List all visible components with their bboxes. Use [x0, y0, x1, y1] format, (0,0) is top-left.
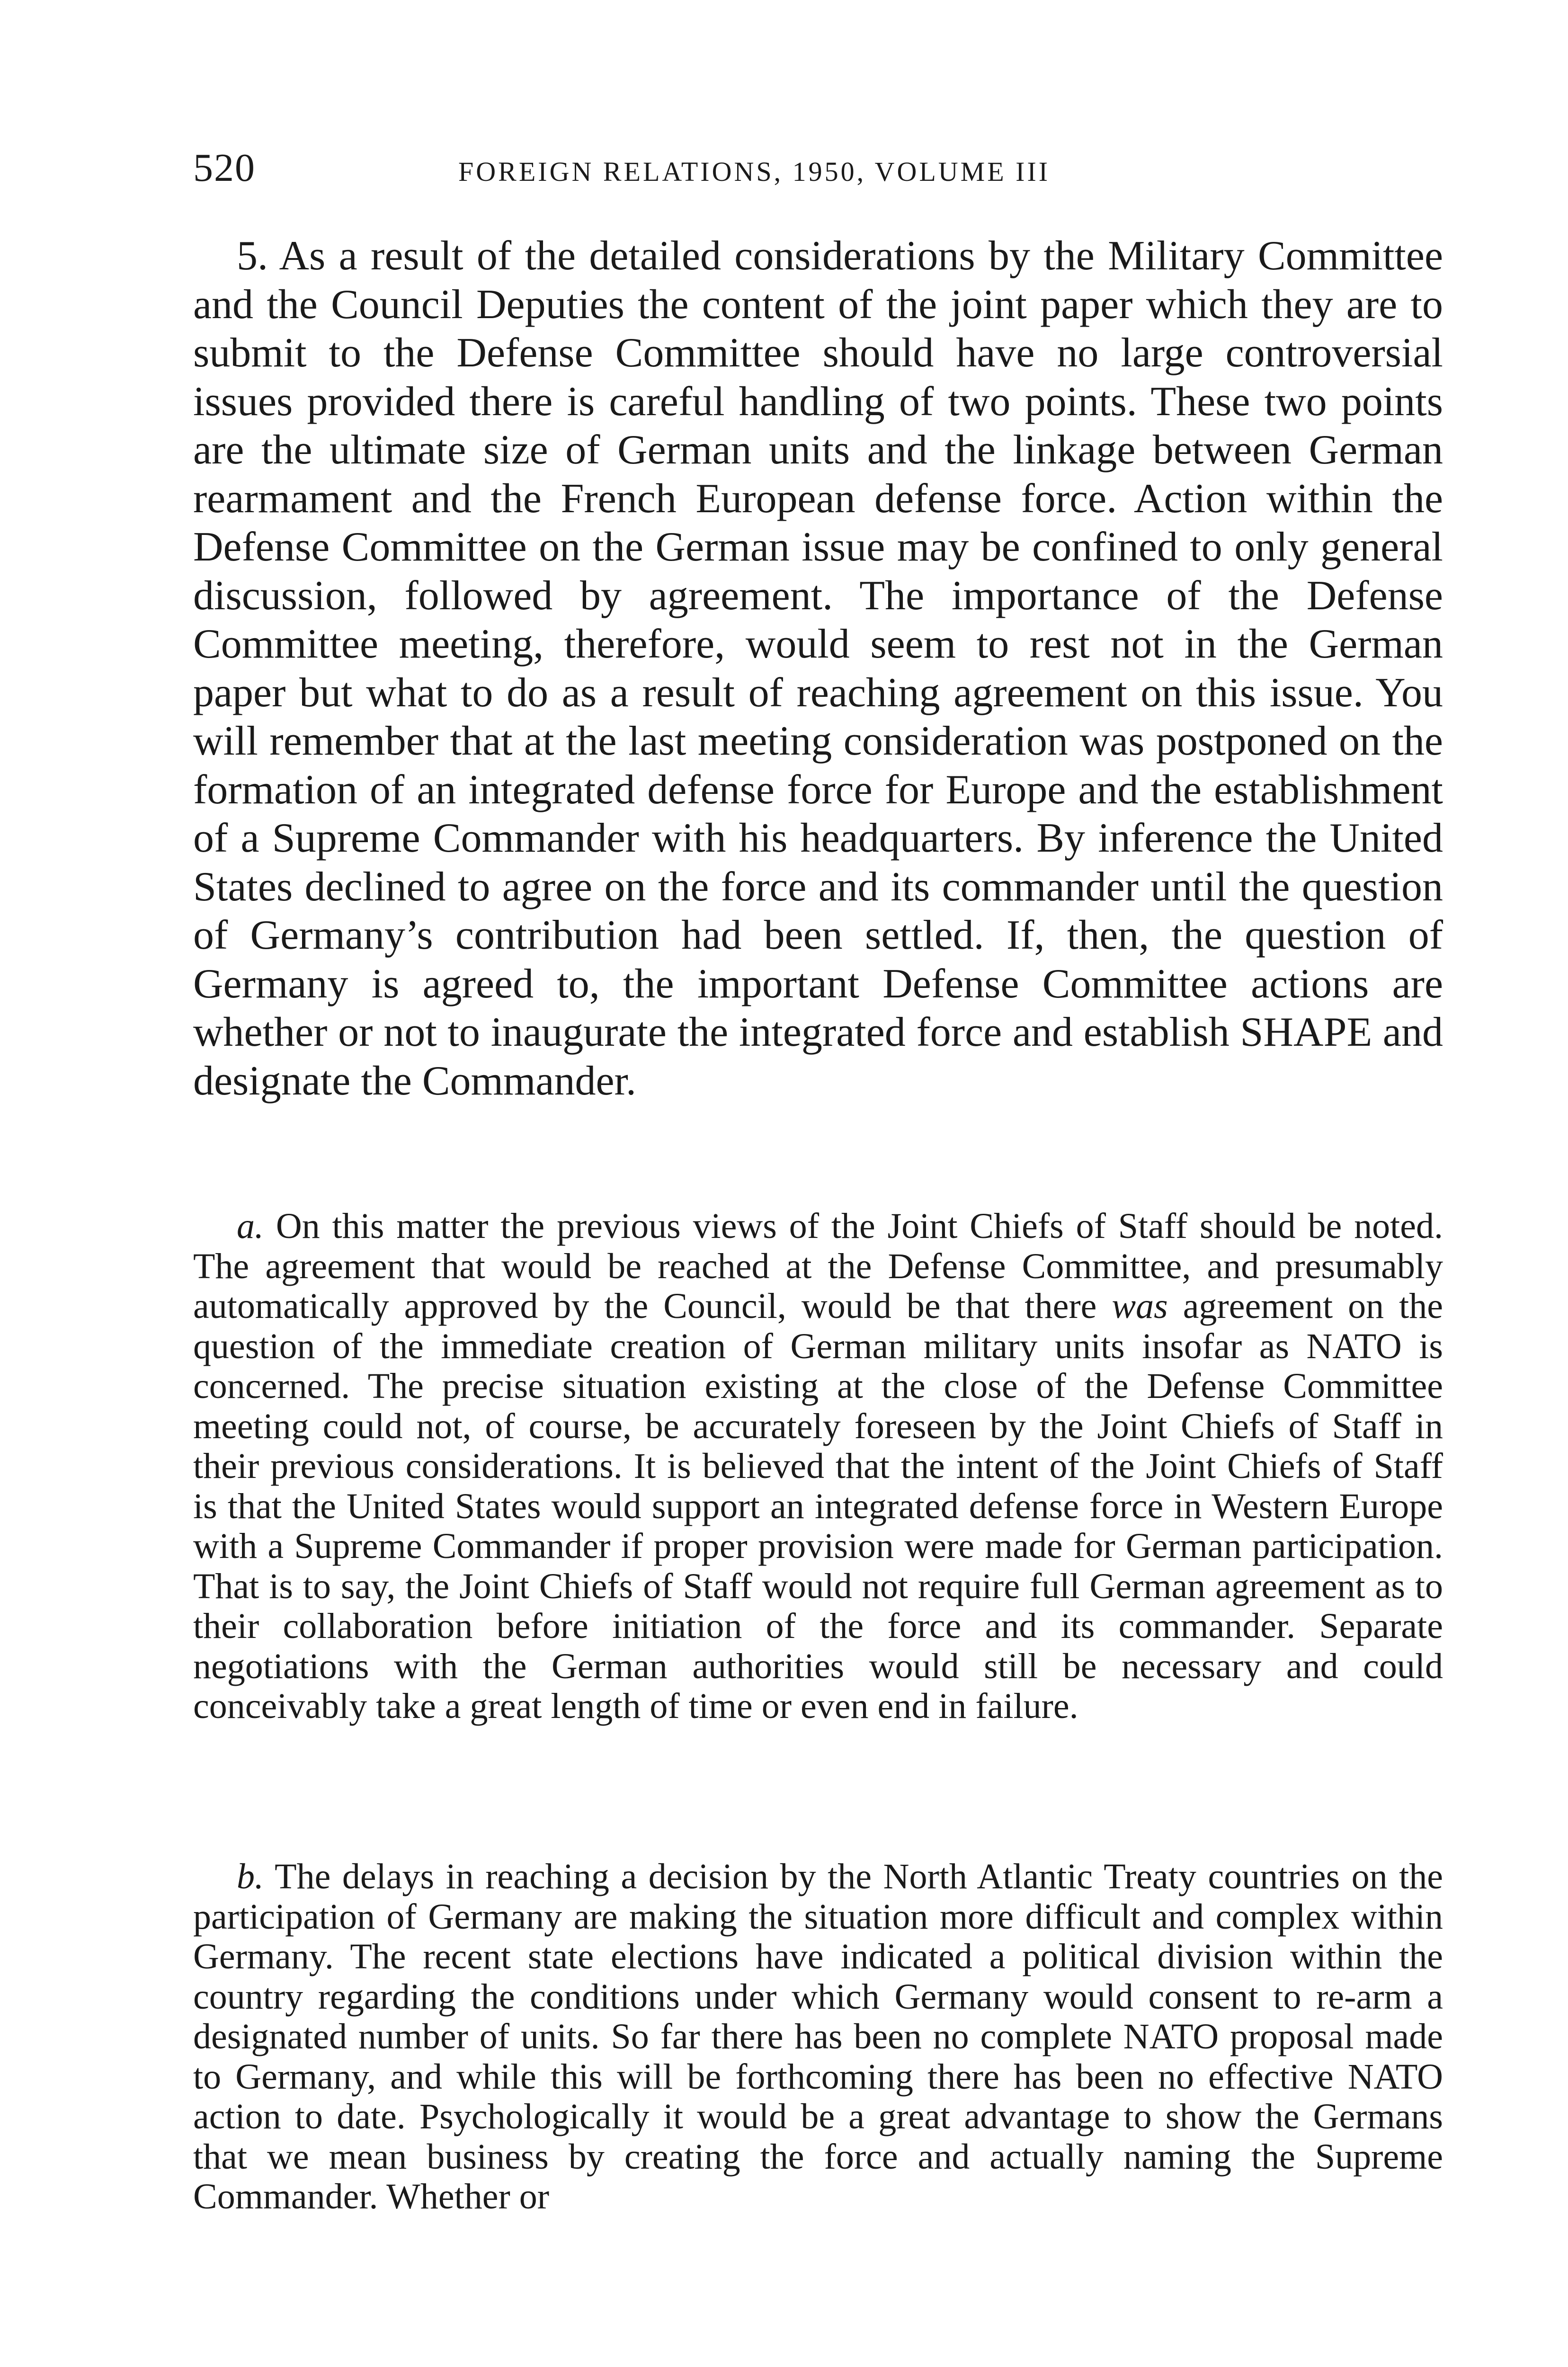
paragraph-a-label: a.: [237, 1206, 264, 1246]
paragraph-5: 5. As a result of the detailed considerations by the Military Committee and the Council Deputies the content of the joint paper which they are to submit to the Defense Committee should have no large controversial issues provided there is careful handling of two points. These two points are the ultimate size of German units and the linkage between German rearmament and the French European defense force. Action within the Defense Committee on the German issue may be confined to only general discussion, followed by agreement. The importance of the Defense Committee meeting, therefore, would seem to rest not in the German paper but what to do as a result of reaching agreement on this issue. You will remember that at the last meeting consideration was postponed on the formation of an integrated defense force for Europe and the establishment of a Supreme Commander with his headquarters. By inference the United States declined to agree on the force and its commander until the question of Germany’s contribution had been settled. If, then, the question of Germany is agreed to, the important Defense Committee actions are whether or not to inaugurate the integrated force and establish SHAPE and designate the Commander.: [193, 233, 1443, 1104]
paragraph-a-emphasis: was: [1112, 1286, 1168, 1326]
paragraph-b: [193, 1857, 1443, 2217]
page-number: 520: [193, 146, 256, 190]
paragraph-a-text-2: agreement on the question of the immediate creation of German military units insofar as NATO is concerned. The precise situation existing at the close of the Defense Committee meeting could not, of course, be accurately foreseen by the Joint Chiefs of Staff in their previous considerations. It is believed that the intent of the Joint Chiefs of Staff is that the United States would support an integrated defense force in Western Europe with a Supreme Commander if proper provision were made for German participation. That is to say, the Joint Chiefs of Staff would not require full German agreement as to their collaboration before initiation of the force and its commander. Separate negotiations with the German authorities would still be necessary and could conceivably take a great length of time or even end in failure.: [193, 1286, 1443, 1726]
paragraph-a-block: [193, 1206, 1443, 1726]
paragraph-5-block: [193, 232, 1443, 1105]
paragraph-b-label: b.: [237, 1857, 264, 1896]
paragraph-b-text: The delays in reaching a decision by the North Atlantic Treaty countries on the participation of Germany are making the situation more difficult and complex within Germany. The recent state elections have indicated a political division within the country regarding the conditions under which Germany would consent to re-arm a designated number of units. So far there has been no complete NATO proposal made to Germany, and while this will be forthcoming there has been no effective NATO action to date. Psychologically it would be a great advantage to show the Germans that we mean business by creating the force and actually naming the Supreme Commander. Whether or: [193, 1857, 1443, 2216]
paragraph-a-text-1: On this matter the previous views of the Joint Chiefs of Staff should be noted. The agreement that would be reached at the Defense Committee, and presumably automatically approved by the Council, would be that there: [193, 1206, 1443, 1326]
running-header: [193, 142, 1443, 194]
paragraph-a: [193, 1206, 1443, 1726]
paragraph-b-block: [193, 1857, 1443, 2217]
running-title: FOREIGN RELATIONS, 1950, VOLUME III: [458, 156, 1051, 187]
